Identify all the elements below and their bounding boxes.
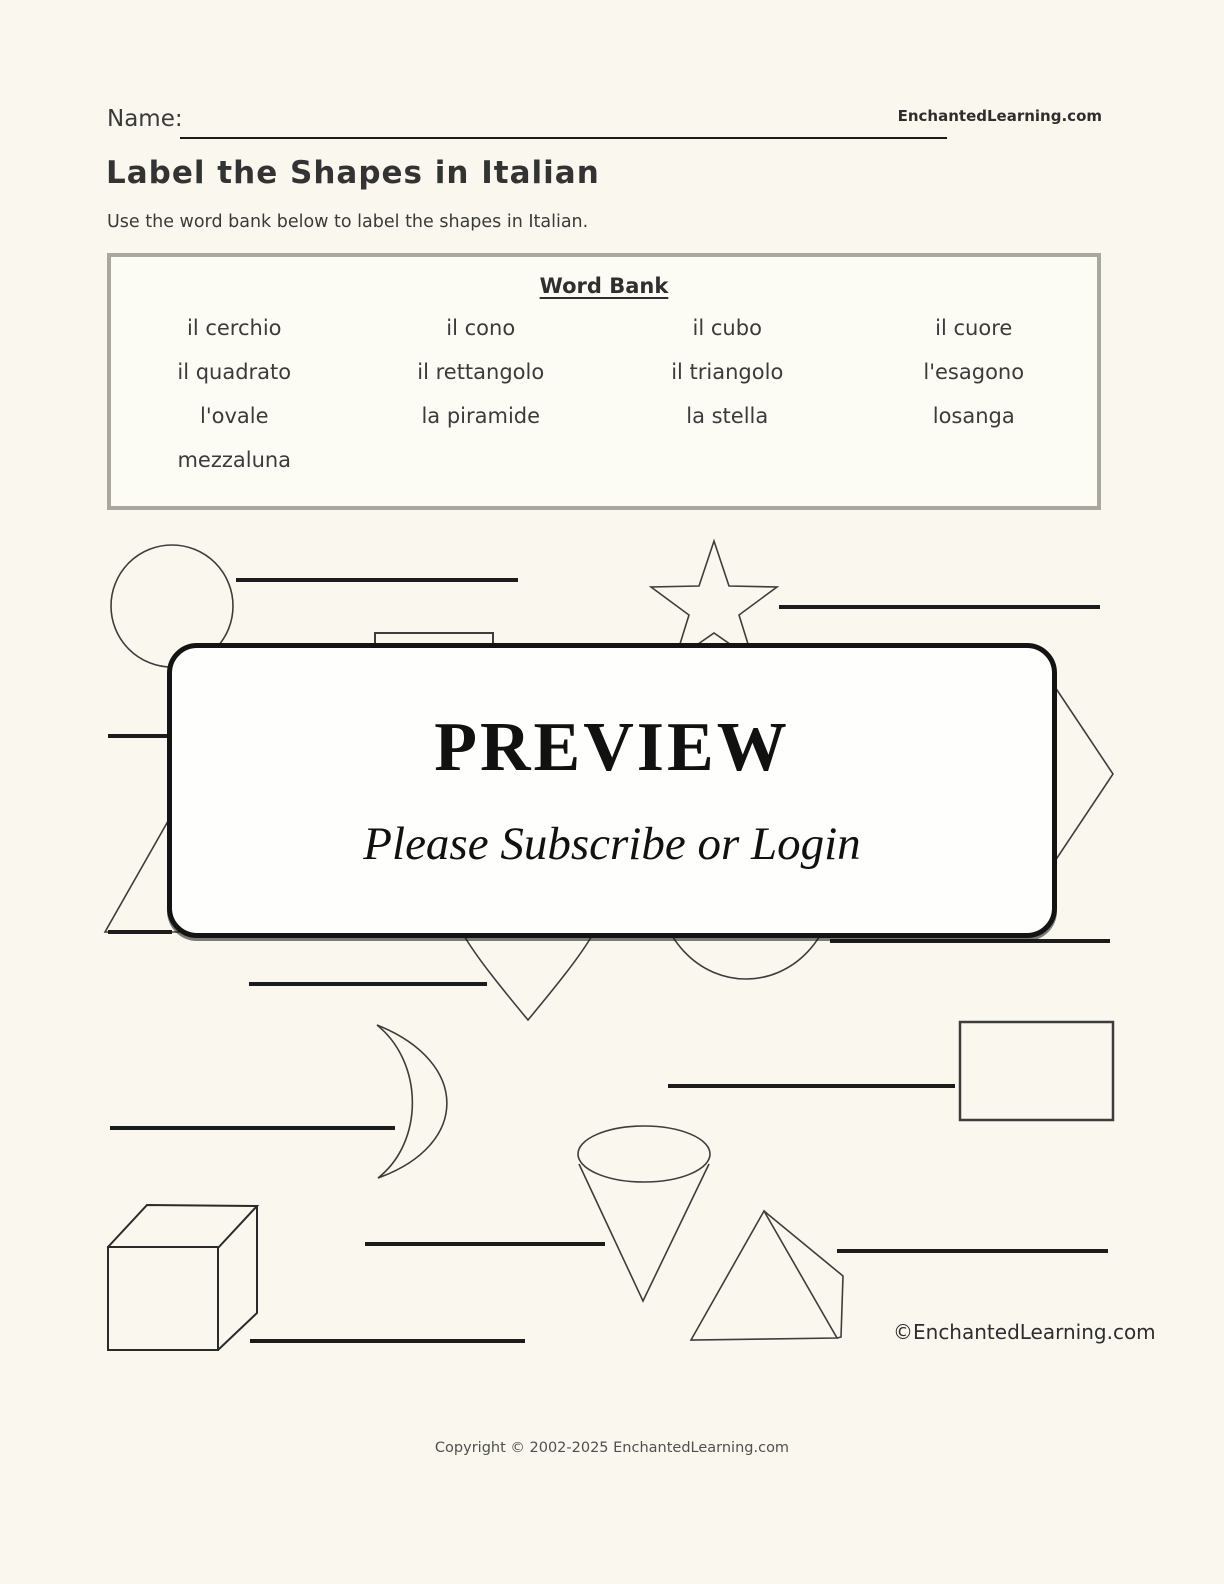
instruction-text: Use the word bank below to label the shapes in Italian. bbox=[107, 212, 589, 232]
preview-overlay bbox=[167, 643, 1057, 938]
word-bank-word: il triangolo bbox=[671, 360, 784, 384]
cube-shape bbox=[108, 1205, 257, 1350]
pyramid-shape bbox=[691, 1211, 843, 1340]
word-bank-word: il cubo bbox=[692, 316, 762, 340]
word-bank-word: l'ovale bbox=[199, 404, 269, 428]
preview-subtitle: Please Subscribe or Login bbox=[363, 818, 861, 870]
watermark-text: ©EnchantedLearning.com bbox=[893, 1320, 1156, 1344]
word-bank-word: il cerchio bbox=[186, 316, 282, 340]
crescent-shape bbox=[377, 1025, 447, 1178]
word-bank-word: il cuore bbox=[935, 316, 1013, 340]
site-header: EnchantedLearning.com bbox=[897, 107, 1102, 125]
word-bank-word: la stella bbox=[686, 404, 769, 428]
word-bank-word: l'esagono bbox=[923, 360, 1025, 384]
word-bank-word: il rettangolo bbox=[417, 360, 545, 384]
word-bank-title: Word Bank bbox=[539, 274, 669, 298]
word-bank-word: il quadrato bbox=[177, 360, 292, 384]
word-bank-word: il cono bbox=[446, 316, 516, 340]
word-bank-word: losanga bbox=[932, 404, 1015, 428]
word-bank-word: mezzaluna bbox=[177, 448, 292, 472]
cone-shape bbox=[578, 1126, 710, 1301]
rectangle-shape bbox=[960, 1022, 1113, 1120]
page-title: Label the Shapes in Italian bbox=[106, 155, 600, 191]
name-label: Name: bbox=[107, 106, 183, 132]
footer-copyright: Copyright © 2002-2025 EnchantedLearning.com bbox=[434, 1440, 790, 1456]
word-bank-word: la piramide bbox=[421, 404, 541, 428]
preview-title: PREVIEW bbox=[434, 709, 790, 786]
